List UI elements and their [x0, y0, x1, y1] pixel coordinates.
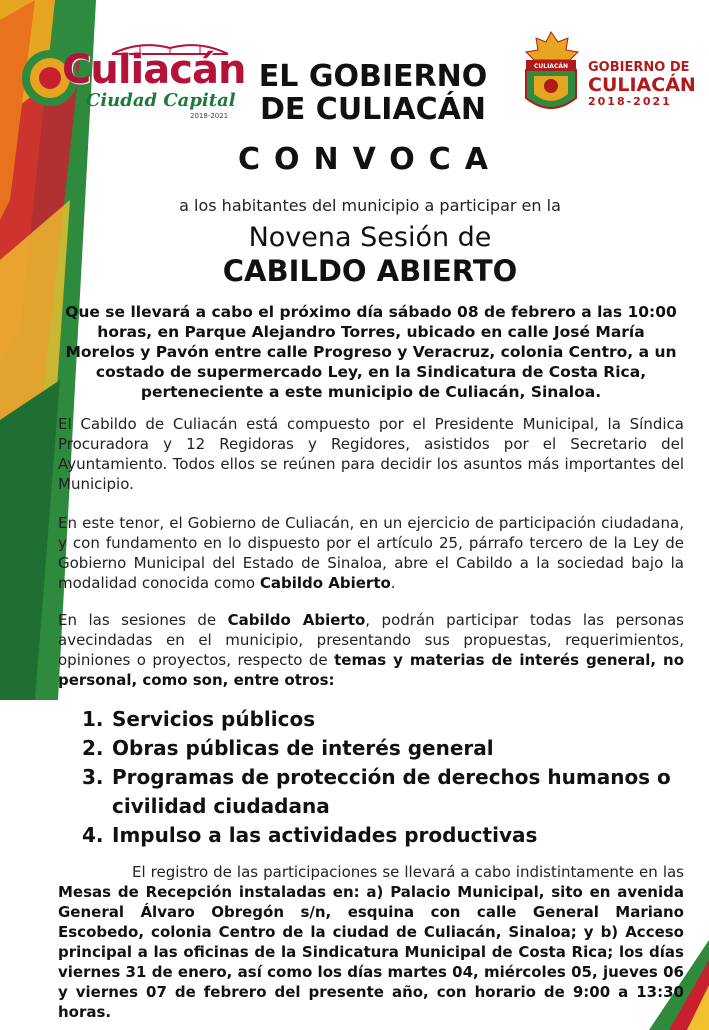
culiacan-ciudad-capital-logo: [20, 38, 246, 128]
list-item-number: 1.: [82, 707, 104, 731]
paragraph3-b: , podrán participar todas las personas avecindadas en el municipio, presentando sus propuestas, requerimientos, opiniones o proyectos, respecto de: [58, 611, 684, 669]
gobierno-de-culiacan-label: [588, 60, 696, 108]
paragraph3-a: En las sesiones de: [58, 611, 217, 629]
list-item-label: Obras públicas de interés general: [112, 736, 494, 760]
convoca-heading: CONVOCA: [237, 142, 503, 177]
registration-info: [58, 862, 684, 1022]
paragraph3-bold1: Cabildo Abierto: [227, 611, 366, 629]
list-item-label: Programas de protección de derechos humanos o civilidad ciudadana: [112, 765, 671, 818]
logo-wordmark: [62, 48, 245, 92]
session-title: Novena Sesión de: [248, 222, 492, 253]
paragraph-participation: [58, 610, 684, 690]
paragraph2-end: .: [390, 574, 396, 592]
gobierno-line1: GOBIERNO DE: [588, 60, 690, 75]
crest-label: CULIACÁN: [533, 63, 569, 70]
list-item: [82, 705, 682, 734]
event-details: Que se llevará a cabo el próximo día sábado 08 de febrero a las 10:00 horas, en Parque Alejandro Torres, ubicado en calle José María Morelos y Pavón entre calle Progreso y Veracruz, colonia Centro, a un costado de supermercado Ley, en la Sindicatura de Costa Rica, perteneciente a este municipio de Culiacán, Sinaloa.: [65, 303, 677, 401]
list-item-number: 3.: [82, 765, 104, 789]
header-title-line1: EL GOBIERNO: [258, 59, 488, 94]
registro-text: El registro de las participaciones se llevará a cabo indistintamente en las: [132, 863, 684, 881]
list-item: [82, 821, 682, 850]
gobierno-line3: 2018-2021: [588, 95, 672, 108]
list-item-number: 4.: [82, 823, 104, 847]
logo-subtitle: Ciudad Capital: [86, 90, 236, 111]
logo-word: uliacán: [90, 47, 246, 93]
gobierno-line2: CULIACÁN: [588, 74, 696, 96]
list-item: [82, 734, 682, 763]
list-item-label: Impulso a las actividades productivas: [112, 823, 538, 847]
intro-text: a los habitantes del municipio a participar en la: [179, 196, 561, 215]
paragraph-composition: El Cabildo de Culiacán está compuesto por el Presidente Municipal, la Síndica Procuradora y 12 Regidoras y Regidores, asistidos por el Secretario del Ayuntamiento. Todos ellos se reúnen para decidir los asuntos más importantes del Municipio.: [58, 415, 684, 493]
header-title-line2: DE CULIACÁN: [259, 92, 487, 127]
paragraph-legal-basis: [58, 513, 684, 593]
logo-years: 2018-2021: [190, 112, 229, 120]
list-item-number: 2.: [82, 736, 104, 760]
logo-initial: C: [62, 47, 91, 93]
paragraph2-text: En este tenor, el Gobierno de Culiacán, en un ejercicio de participación ciudadana, y con fundamento en lo dispuesto por el artículo 25, párrafo tercero de la Ley de Gobierno Municipal del Estado de Sinaloa, abre el Cabildo a la sociedad bajo la modalidad conocida como: [58, 514, 684, 592]
list-item: [82, 763, 682, 821]
registro-bold: Mesas de Recepción instaladas en: a) Palacio Municipal, sito en avenida General Álvaro Obregón s/n, esquina con calle General Mariano Escobedo, colonia Centro de la ciudad de Culiacán, Sinaloa; y b) Acceso principal a las oficinas de la Sindicatura Municipal de Costa Rica; los días viernes 31 de enero, así como los días martes 04, miércoles 05, jueves 06 y viernes 07 de febrero del presente año, con horario de 9:00 a 13:30 horas.: [58, 883, 684, 1021]
coat-of-arms-icon: [520, 30, 582, 118]
list-item-label: Servicios públicos: [112, 707, 316, 731]
cabildo-abierto-title: CABILDO ABIERTO: [222, 254, 518, 288]
topics-list: [82, 705, 682, 850]
header-title: [248, 60, 498, 126]
paragraph2-bold: Cabildo Abierto: [259, 574, 391, 592]
paragraph3-bold2: temas y materias de interés general, no personal, como son, entre otros:: [58, 651, 684, 689]
